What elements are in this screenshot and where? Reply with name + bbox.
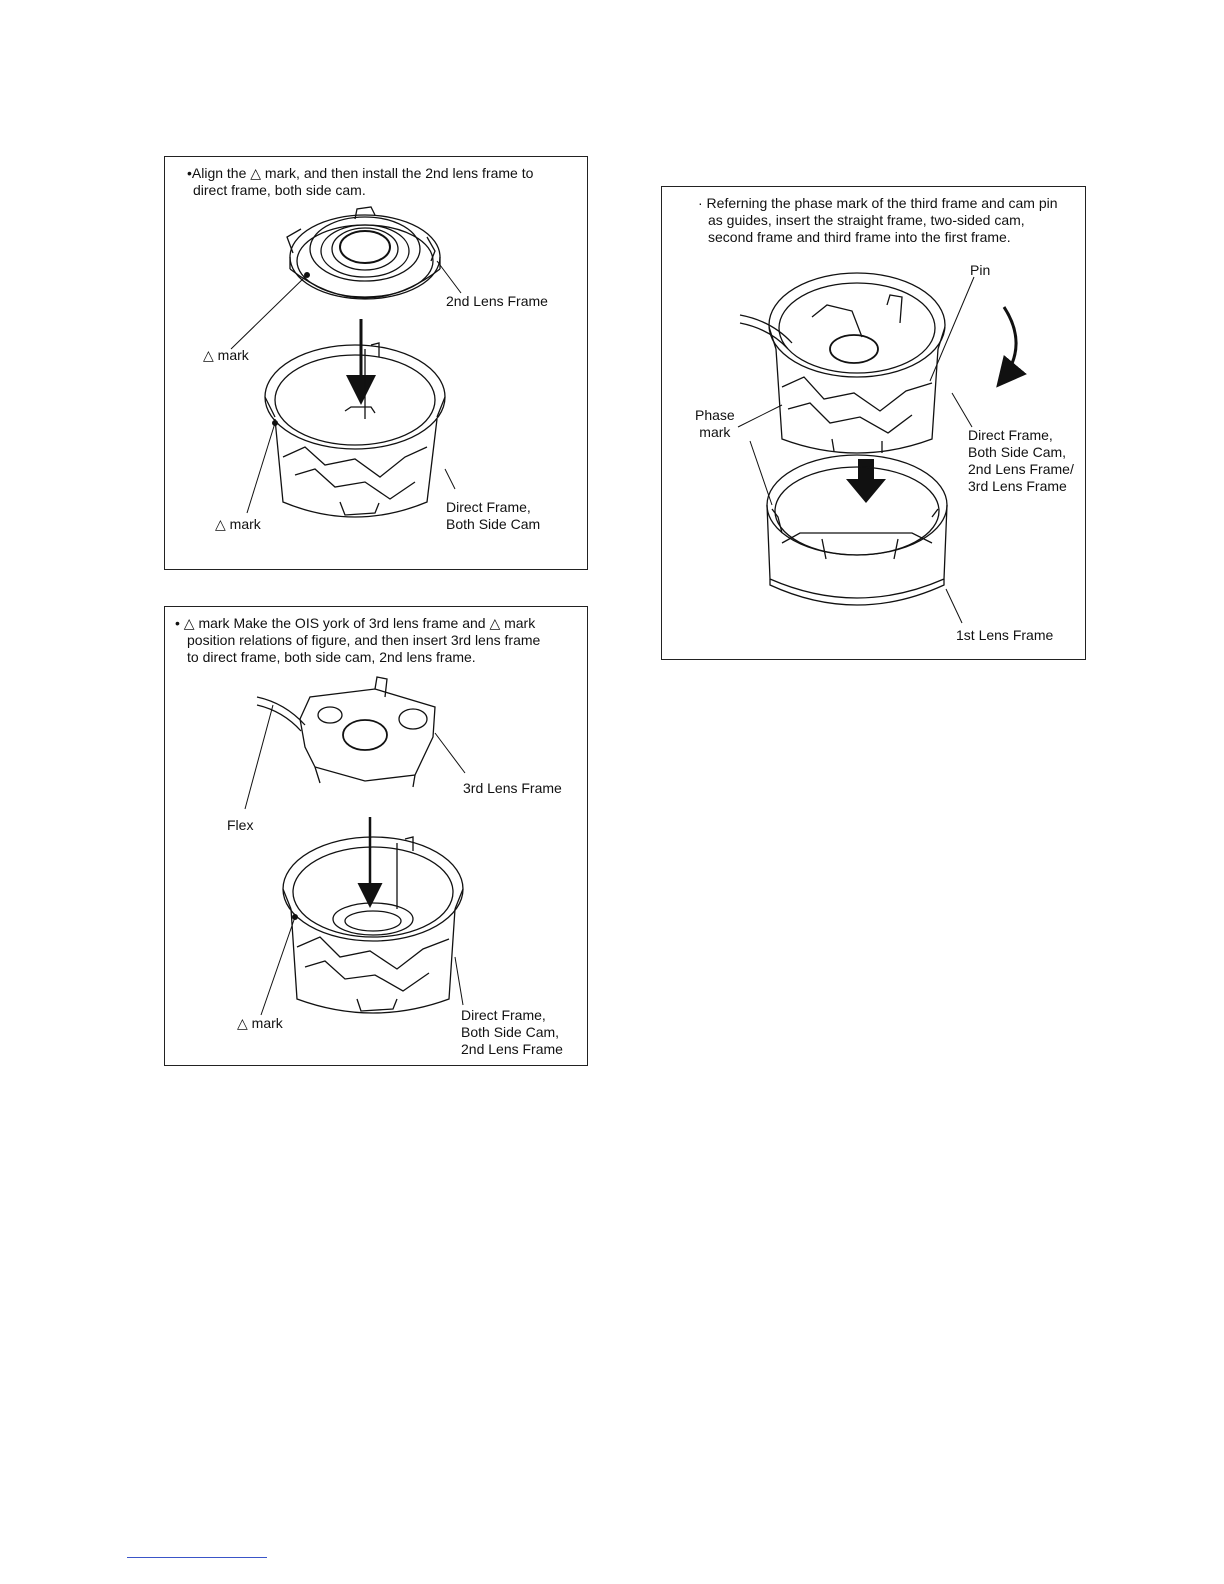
label-direct-frame-c-line-2: Both Side Cam, [968, 444, 1067, 460]
label-direct-frame-c-line-4: 3rd Lens Frame [968, 478, 1067, 494]
panel-b-illustration [165, 607, 589, 1067]
1st-lens-frame-drawing [767, 455, 947, 605]
panel-b-instruction-line-2: position relations of figure, and then insert 3rd lens frame [187, 632, 541, 648]
label-direct-frame-a [446, 499, 540, 533]
assembled-frame-drawing [740, 273, 945, 453]
panel-c-instruction-line-1: · Referning the phase mark of the third frame and cam pin [698, 195, 1058, 211]
label-phase-mark-line-2: mark [699, 424, 731, 440]
leader-lines-c [738, 277, 974, 623]
panel-install-2nd-lens-frame [164, 156, 588, 570]
label-pin: Pin [970, 262, 991, 278]
big-arrow-down [846, 459, 886, 503]
panel-c-instruction-line-3: second frame and third frame into the first frame. [708, 229, 1011, 245]
label-direct-frame-a-line-2: Both Side Cam [446, 516, 541, 532]
panel-a-instruction-line-1: •Align the △ mark, and then install the 2nd lens frame to [187, 165, 534, 181]
label-mark-bottom: △ mark [215, 516, 261, 532]
label-direct-frame-c-line-3: 2nd Lens Frame/ [968, 461, 1074, 477]
label-direct-frame-a-line-1: Direct Frame, [446, 499, 531, 515]
label-flex: Flex [227, 817, 254, 833]
leader-lines-a [231, 261, 461, 513]
label-direct-frame-b-line-3: 2nd Lens Frame [461, 1041, 563, 1057]
panel-b-instruction-line-1: • △ mark Make the OIS york of 3rd lens frame and △ mark [175, 615, 536, 631]
footer-link-underline [127, 1557, 267, 1558]
direct-frame-drawing-a [265, 343, 445, 517]
label-mark-top: △ mark [203, 347, 249, 363]
label-2nd-lens-frame: 2nd Lens Frame [446, 293, 548, 309]
leader-lines-b [245, 705, 465, 1015]
panel-a-instruction-line-2: direct frame, both side cam. [193, 182, 366, 198]
panel-insert-into-1st-frame [661, 186, 1086, 660]
label-direct-frame-b-line-1: Direct Frame, [461, 1007, 546, 1023]
label-direct-frame-b-line-2: Both Side Cam, [461, 1024, 560, 1040]
label-phase-mark-line-1: Phase [695, 407, 735, 423]
label-direct-frame-c-line-1: Direct Frame, [968, 427, 1053, 443]
3rd-lens-frame-drawing [257, 677, 435, 787]
label-direct-frame-c [968, 427, 1074, 495]
2nd-lens-frame-drawing [287, 207, 440, 299]
panel-insert-3rd-lens-frame [164, 606, 588, 1066]
panel-b-instruction-line-3: to direct frame, both side cam, 2nd lens frame. [187, 649, 476, 665]
direct-frame-drawing-b [283, 837, 463, 1013]
label-1st-lens-frame: 1st Lens Frame [956, 627, 1054, 643]
panel-c-instruction-line-2: as guides, insert the straight frame, two-sided cam, [708, 212, 1025, 228]
rotation-arrow [1000, 307, 1016, 383]
label-3rd-lens-frame: 3rd Lens Frame [463, 780, 562, 796]
label-phase-mark [695, 407, 735, 441]
label-mark-b: △ mark [237, 1015, 283, 1031]
label-direct-frame-b [461, 1007, 563, 1058]
